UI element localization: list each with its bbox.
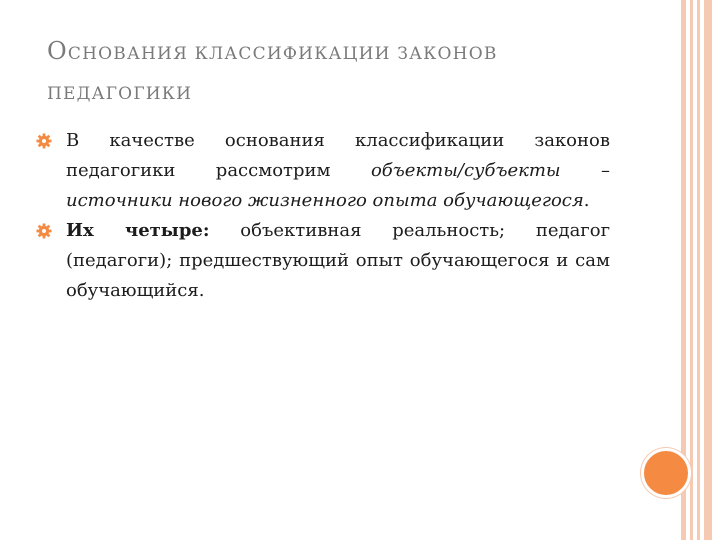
title-line-1 bbox=[47, 31, 647, 74]
bullet-text: В качестве основания классификации законов педагогики рассмотрим bbox=[66, 130, 610, 181]
title-text: СНОВАНИЯ КЛАССИФИКАЦИИ ЗАКОНОВ bbox=[67, 44, 498, 64]
decor-stripe bbox=[690, 0, 693, 540]
bullet-text-italic: объекты/субъекты – источники нового жизненного опыта обучающегося bbox=[66, 160, 610, 211]
gear-bullet-icon bbox=[36, 133, 52, 149]
gear-bullet-icon bbox=[36, 223, 52, 239]
decor-circle bbox=[641, 448, 691, 498]
decor-stripe bbox=[697, 0, 700, 540]
decor-stripe bbox=[704, 0, 712, 540]
bullet-item bbox=[36, 126, 610, 216]
bullet-item bbox=[36, 216, 610, 306]
bullet-text: . bbox=[583, 190, 590, 211]
bullet-text: объективная реальность; педагог (педагоги); предшествующий опыт обучающегося и сам обучающийся. bbox=[66, 220, 610, 301]
bullet-text-bold: Их четыре: bbox=[66, 220, 210, 241]
title-line-2: ПЕДАГОГИКИ bbox=[47, 84, 193, 104]
title-initial: О bbox=[47, 37, 68, 65]
slide-title bbox=[47, 31, 647, 114]
bullet-list bbox=[36, 126, 610, 306]
